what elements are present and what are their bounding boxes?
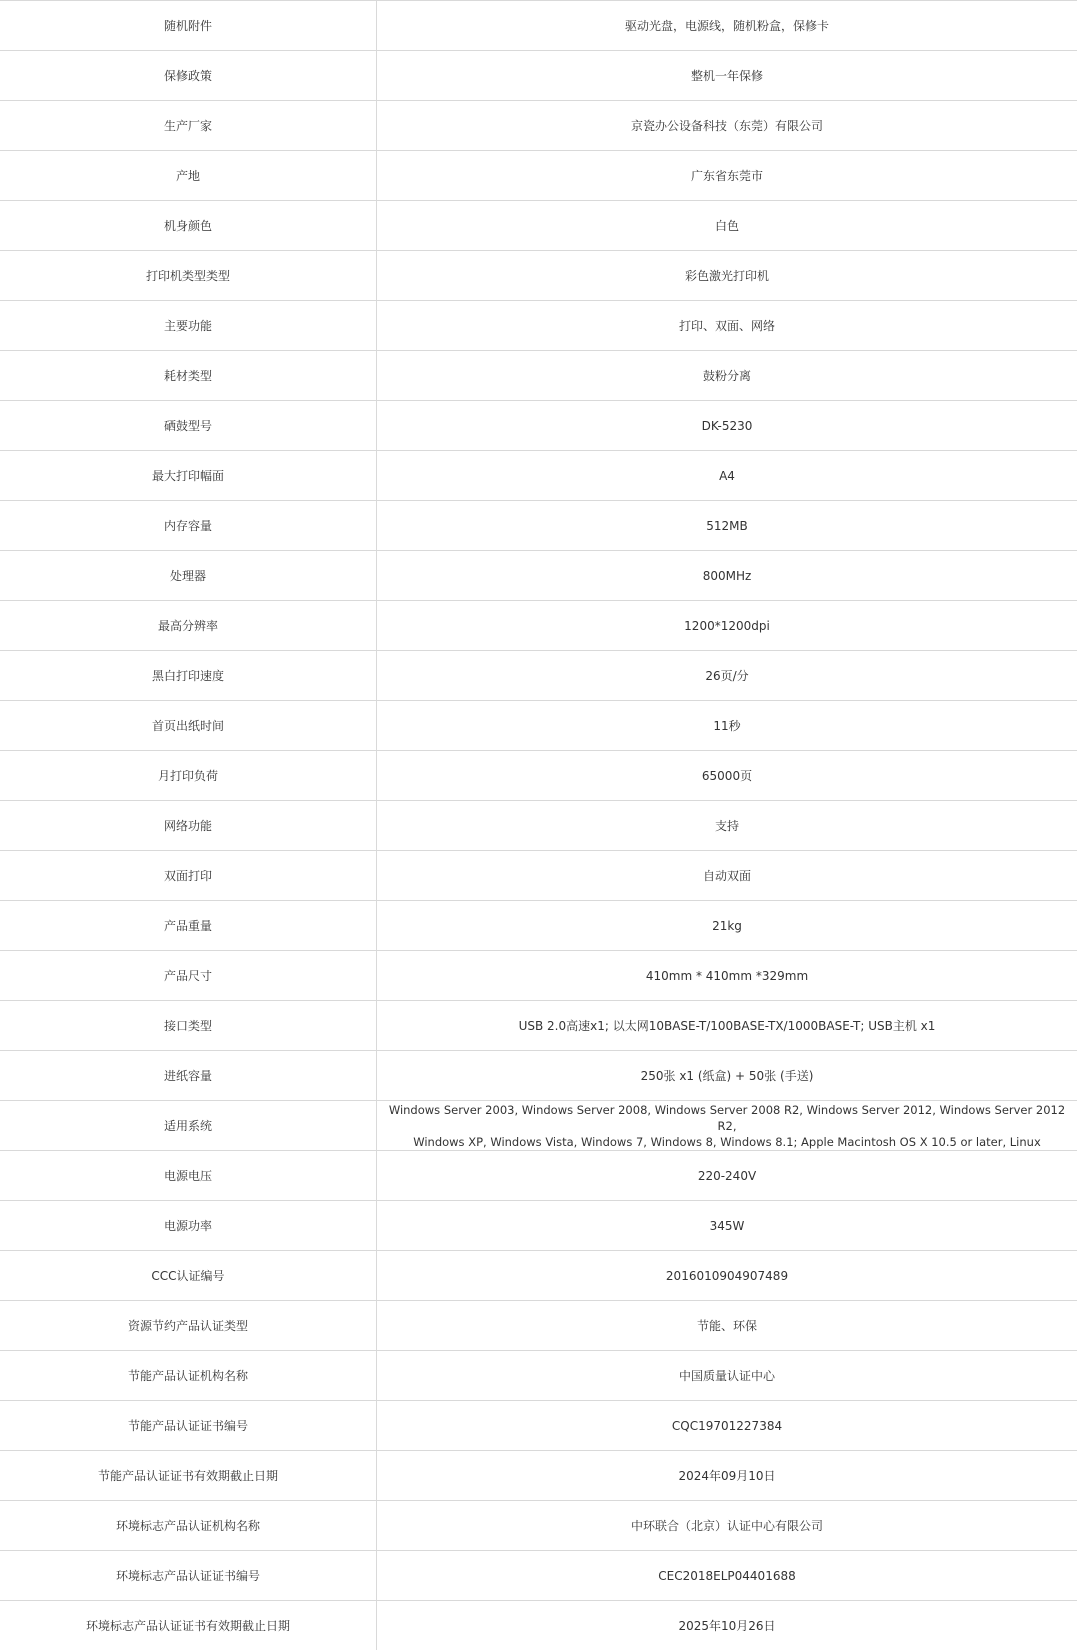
spec-label: 环境标志产品认证证书有效期截止日期 (0, 1601, 377, 1650)
spec-row (0, 1150, 1077, 1200)
spec-row (0, 1250, 1077, 1300)
spec-row (0, 1100, 1077, 1150)
spec-label: 黑白打印速度 (0, 651, 377, 700)
spec-row (0, 700, 1077, 750)
spec-row (0, 300, 1077, 350)
spec-row (0, 1050, 1077, 1100)
spec-label: 节能产品认证证书编号 (0, 1401, 377, 1450)
spec-value: CQC19701227384 (671, 1418, 783, 1433)
spec-label: 内存容量 (0, 501, 377, 550)
spec-label: 环境标志产品认证机构名称 (0, 1501, 377, 1550)
spec-value: 65000页 (701, 768, 753, 783)
spec-label: 月打印负荷 (0, 751, 377, 800)
spec-value: 250张 x1 (纸盒) + 50张 (手送) (640, 1068, 814, 1083)
spec-value: 白色 (714, 218, 739, 233)
spec-value: 中环联合（北京）认证中心有限公司 (630, 1518, 823, 1533)
spec-row (0, 250, 1077, 300)
spec-row (0, 1300, 1077, 1350)
spec-row (0, 200, 1077, 250)
spec-value: 2016010904907489 (665, 1268, 789, 1283)
spec-row (0, 1500, 1077, 1550)
spec-row (0, 800, 1077, 850)
spec-label: 最大打印幅面 (0, 451, 377, 500)
spec-label: 网络功能 (0, 801, 377, 850)
spec-value: 512MB (706, 518, 748, 533)
spec-value: 支持 (714, 818, 739, 833)
spec-label: 双面打印 (0, 851, 377, 900)
spec-value: 345W (709, 1218, 745, 1233)
spec-value: 2024年09月10日 (678, 1468, 776, 1483)
spec-value: 京瓷办公设备科技（东莞）有限公司 (630, 118, 823, 133)
spec-label: 进纸容量 (0, 1051, 377, 1100)
spec-row (0, 550, 1077, 600)
spec-label: 接口类型 (0, 1001, 377, 1050)
spec-row (0, 450, 1077, 500)
spec-row (0, 50, 1077, 100)
spec-value: 410mm * 410mm *329mm (645, 968, 809, 983)
spec-label: 硒鼓型号 (0, 401, 377, 450)
spec-label: 随机附件 (0, 1, 377, 50)
spec-value: 打印、双面、网络 (678, 318, 775, 333)
spec-value: A4 (719, 468, 735, 483)
spec-row (0, 500, 1077, 550)
spec-label: 适用系统 (0, 1101, 377, 1150)
spec-row (0, 350, 1077, 400)
spec-row (0, 1400, 1077, 1450)
spec-row (0, 900, 1077, 950)
spec-label: 打印机类型类型 (0, 251, 377, 300)
spec-row (0, 150, 1077, 200)
spec-row (0, 1600, 1077, 1650)
spec-value: 2025年10月26日 (678, 1618, 776, 1633)
spec-value: DK-5230 (701, 418, 753, 433)
spec-value: USB 2.0高速x1; 以太网10BASE-T/100BASE-TX/1000BASE-T; USB主机 x1 (518, 1018, 936, 1033)
spec-value: 鼓粉分离 (702, 368, 751, 383)
spec-value: 1200*1200dpi (684, 618, 770, 633)
spec-value: 中国质量认证中心 (678, 1368, 775, 1383)
spec-label: CCC认证编号 (0, 1251, 377, 1300)
spec-row (0, 100, 1077, 150)
spec-row (0, 400, 1077, 450)
spec-value: 自动双面 (702, 868, 751, 883)
spec-label: 主要功能 (0, 301, 377, 350)
spec-row (0, 850, 1077, 900)
spec-value: 26页/分 (705, 668, 749, 683)
spec-label: 首页出纸时间 (0, 701, 377, 750)
spec-value: Windows Server 2003, Windows Server 2008, Windows Server 2008 R2, Windows Server 2012, Windows Server 2012 R2, Windows XP, Windows Vista, Windows 7, Windows 8, Windows 8.1; Apple Macintosh OS X 10.5 or later, Linux (388, 1102, 1066, 1149)
spec-label: 电源功率 (0, 1201, 377, 1250)
spec-row (0, 1450, 1077, 1500)
spec-row (0, 650, 1077, 700)
spec-label: 环境标志产品认证证书编号 (0, 1551, 377, 1600)
spec-value: 节能、环保 (696, 1318, 757, 1333)
spec-row (0, 1200, 1077, 1250)
spec-row (0, 600, 1077, 650)
spec-label: 保修政策 (0, 51, 377, 100)
spec-label: 产品尺寸 (0, 951, 377, 1000)
spec-label: 产地 (0, 151, 377, 200)
spec-label: 节能产品认证机构名称 (0, 1351, 377, 1400)
spec-row (0, 1550, 1077, 1600)
spec-row (0, 750, 1077, 800)
spec-value: 驱动光盘，电源线，随机粉盒，保修卡 (624, 18, 829, 33)
spec-label: 处理器 (0, 551, 377, 600)
spec-value: 广东省东莞市 (690, 168, 763, 183)
spec-row (0, 1350, 1077, 1400)
spec-label: 资源节约产品认证类型 (0, 1301, 377, 1350)
spec-value: 220-240V (697, 1168, 757, 1183)
spec-label: 生产厂家 (0, 101, 377, 150)
spec-value: CEC2018ELP04401688 (658, 1568, 796, 1583)
spec-row (0, 1000, 1077, 1050)
spec-row (0, 0, 1077, 50)
spec-row (0, 950, 1077, 1000)
spec-label: 最高分辨率 (0, 601, 377, 650)
spec-value: 800MHz (702, 568, 752, 583)
spec-label: 机身颜色 (0, 201, 377, 250)
spec-label: 耗材类型 (0, 351, 377, 400)
spec-label: 产品重量 (0, 901, 377, 950)
spec-label: 电源电压 (0, 1151, 377, 1200)
spec-value: 21kg (712, 918, 742, 933)
spec-value: 11秒 (713, 718, 741, 733)
spec-value: 整机一年保修 (690, 68, 763, 83)
spec-value: 彩色激光打印机 (684, 268, 769, 283)
spec-label: 节能产品认证证书有效期截止日期 (0, 1451, 377, 1500)
